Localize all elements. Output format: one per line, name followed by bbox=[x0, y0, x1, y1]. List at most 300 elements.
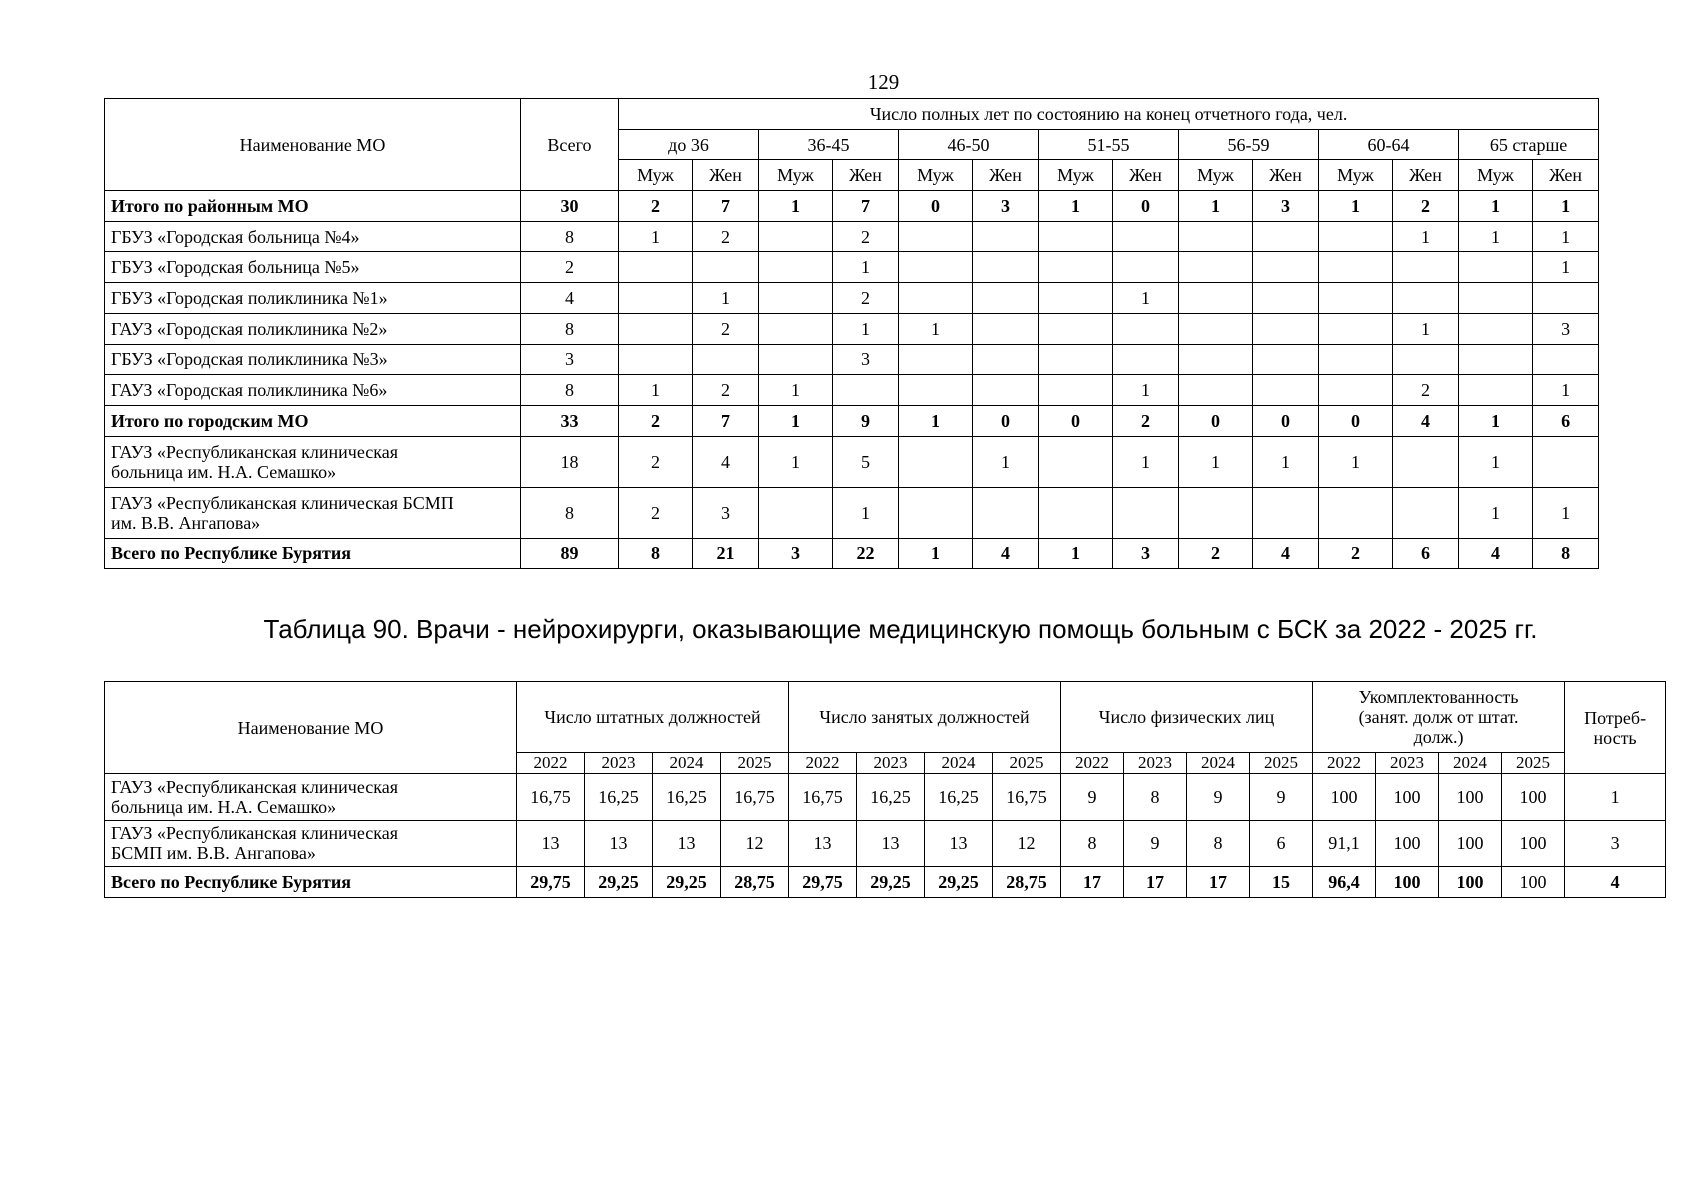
table-cell: 1 bbox=[1459, 191, 1533, 222]
table-cell: 28,75 bbox=[993, 867, 1061, 898]
table-cell: 2 bbox=[619, 405, 693, 436]
table-cell bbox=[759, 344, 833, 375]
table-cell: 16,25 bbox=[857, 774, 925, 821]
table-cell bbox=[1039, 313, 1113, 344]
table-cell bbox=[1113, 313, 1179, 344]
table-cell: 1 bbox=[1039, 191, 1113, 222]
table-cell: 9 bbox=[1250, 774, 1313, 821]
table-cell: 13 bbox=[517, 820, 585, 867]
table-cell: 1 bbox=[973, 436, 1039, 487]
table-row bbox=[105, 221, 1599, 252]
table-cell: 16,25 bbox=[653, 774, 721, 821]
table-cell bbox=[973, 252, 1039, 283]
table-cell: 7 bbox=[833, 191, 899, 222]
table-cell: 1 bbox=[759, 405, 833, 436]
table-cell: 2 bbox=[833, 221, 899, 252]
table-cell bbox=[1253, 375, 1319, 406]
table-cell: 1 bbox=[833, 252, 899, 283]
header-staffing-level bbox=[1313, 682, 1565, 753]
table-cell: 5 bbox=[833, 436, 899, 487]
header-year: 2023 bbox=[585, 753, 653, 774]
header-staff-positions: Число штатных должностей bbox=[517, 682, 789, 753]
table-cell bbox=[973, 344, 1039, 375]
table-cell bbox=[899, 344, 973, 375]
row-name bbox=[105, 820, 517, 867]
table-cell: 3 bbox=[1253, 191, 1319, 222]
row-name-line: больница им. Н.А. Семашко» bbox=[111, 796, 337, 817]
header-sex: Жен bbox=[973, 160, 1039, 191]
table-cell: 29,25 bbox=[857, 867, 925, 898]
table-cell: 17 bbox=[1124, 867, 1187, 898]
table-cell: 1 bbox=[833, 487, 899, 538]
table-cell: 1 bbox=[1113, 436, 1179, 487]
table-cell bbox=[1319, 313, 1393, 344]
table-row bbox=[105, 436, 1599, 487]
header-individuals: Число физических лиц bbox=[1061, 682, 1313, 753]
row-name: Итого по городским МО bbox=[105, 405, 521, 436]
table-cell: 13 bbox=[653, 820, 721, 867]
table-cell: 9 bbox=[1187, 774, 1250, 821]
header-year: 2023 bbox=[1124, 753, 1187, 774]
header-year: 2023 bbox=[857, 753, 925, 774]
header-span-title: Число полных лет по состоянию на конец отчетного года, чел. bbox=[619, 99, 1599, 130]
row-total: 33 bbox=[521, 405, 619, 436]
table-cell: 8 bbox=[1187, 820, 1250, 867]
table-cell bbox=[1319, 283, 1393, 314]
header-age-group: до 36 bbox=[619, 129, 759, 160]
table-cell bbox=[1179, 375, 1253, 406]
table-cell bbox=[1459, 283, 1533, 314]
table-cell bbox=[1113, 252, 1179, 283]
table-cell: 2 bbox=[1393, 191, 1459, 222]
table-cell: 17 bbox=[1061, 867, 1124, 898]
table-cell bbox=[1393, 436, 1459, 487]
row-name: ГБУЗ «Городская больница №4» bbox=[105, 221, 521, 252]
table-cell: 6 bbox=[1533, 405, 1599, 436]
table-cell bbox=[1319, 487, 1393, 538]
header-age-group: 60-64 bbox=[1319, 129, 1459, 160]
header-sex: Жен bbox=[1533, 160, 1599, 191]
table-cell bbox=[1459, 313, 1533, 344]
header-sex: Жен bbox=[1393, 160, 1459, 191]
row-name-line: БСМП им. В.В. Ангапова» bbox=[111, 843, 316, 864]
table-cell: 3 bbox=[759, 538, 833, 569]
table-cell: 13 bbox=[857, 820, 925, 867]
table-cell: 100 bbox=[1439, 774, 1502, 821]
table-cell: 22 bbox=[833, 538, 899, 569]
table-cell: 100 bbox=[1376, 820, 1439, 867]
table-cell bbox=[973, 221, 1039, 252]
table-cell: 4 bbox=[693, 436, 759, 487]
header-age-group: 46-50 bbox=[899, 129, 1039, 160]
table-cell bbox=[1319, 375, 1393, 406]
table-cell: 1 bbox=[1459, 405, 1533, 436]
table-cell bbox=[1179, 344, 1253, 375]
table-cell bbox=[1039, 344, 1113, 375]
table-cell: 12 bbox=[993, 820, 1061, 867]
table-cell: 1 bbox=[1459, 487, 1533, 538]
table-cell bbox=[1179, 283, 1253, 314]
table-cell: 100 bbox=[1502, 774, 1565, 821]
table-cell: 0 bbox=[1039, 405, 1113, 436]
header-year: 2024 bbox=[1187, 753, 1250, 774]
table-row bbox=[105, 344, 1599, 375]
table-cell bbox=[1393, 487, 1459, 538]
staffing-line: долж.) bbox=[1413, 727, 1464, 747]
table-cell: 0 bbox=[1113, 191, 1179, 222]
table-cell bbox=[693, 344, 759, 375]
table-cell: 1 bbox=[833, 313, 899, 344]
table-row bbox=[105, 313, 1599, 344]
row-total: 8 bbox=[521, 375, 619, 406]
table-cell bbox=[759, 313, 833, 344]
table-cell: 1 bbox=[759, 191, 833, 222]
table-cell: 2 bbox=[619, 436, 693, 487]
staffing-line: Укомплектованность bbox=[1358, 687, 1519, 707]
header-year: 2024 bbox=[925, 753, 993, 774]
table-cell bbox=[619, 313, 693, 344]
row-name: Всего по Республике Бурятия bbox=[105, 867, 517, 898]
table-cell bbox=[1179, 252, 1253, 283]
row-total: 3 bbox=[521, 344, 619, 375]
table-cell: 100 bbox=[1313, 774, 1376, 821]
table-cell: 13 bbox=[925, 820, 993, 867]
total-row bbox=[105, 867, 1666, 898]
neurosurgeons-table bbox=[104, 681, 1666, 898]
table-cell: 1 bbox=[619, 221, 693, 252]
table-cell bbox=[1533, 344, 1599, 375]
row-name-line: ГАУЗ «Республиканская клиническая bbox=[111, 441, 398, 462]
table-cell: 1 bbox=[1393, 313, 1459, 344]
row-total: 89 bbox=[521, 538, 619, 569]
table-row bbox=[105, 820, 1666, 867]
table-cell: 100 bbox=[1376, 867, 1439, 898]
row-name bbox=[105, 436, 521, 487]
table-cell: 8 bbox=[1124, 774, 1187, 821]
table-cell: 4 bbox=[1393, 405, 1459, 436]
table-cell: 100 bbox=[1502, 820, 1565, 867]
table-cell bbox=[973, 313, 1039, 344]
table-cell bbox=[619, 344, 693, 375]
header-sex: Жен bbox=[833, 160, 899, 191]
row-name bbox=[105, 487, 521, 538]
table-cell: 8 bbox=[619, 538, 693, 569]
table-cell: 29,75 bbox=[789, 867, 857, 898]
table-cell: 29,75 bbox=[517, 867, 585, 898]
table-row bbox=[105, 774, 1666, 821]
header-occupied-positions: Число занятых должностей bbox=[789, 682, 1061, 753]
table-cell bbox=[1319, 252, 1393, 283]
table-cell: 2 bbox=[1393, 375, 1459, 406]
table-cell: 2 bbox=[1319, 538, 1393, 569]
row-name-line: им. В.В. Ангапова» bbox=[111, 512, 261, 533]
table-row bbox=[105, 405, 1599, 436]
table-cell bbox=[973, 283, 1039, 314]
header-year: 2022 bbox=[517, 753, 585, 774]
table-cell: 1 bbox=[1319, 436, 1393, 487]
table-cell bbox=[1393, 344, 1459, 375]
table-cell bbox=[759, 283, 833, 314]
staffing-line: (занят. долж от штат. bbox=[1358, 707, 1519, 727]
table-cell bbox=[1253, 313, 1319, 344]
table-cell: 1 bbox=[619, 375, 693, 406]
table-cell bbox=[899, 252, 973, 283]
table-cell: 100 bbox=[1439, 820, 1502, 867]
table-cell bbox=[1253, 221, 1319, 252]
table-cell bbox=[1319, 221, 1393, 252]
table-cell: 2 bbox=[1113, 405, 1179, 436]
table-cell: 3 bbox=[1565, 820, 1666, 867]
table-cell: 7 bbox=[693, 191, 759, 222]
header-sex: Жен bbox=[1253, 160, 1319, 191]
table-cell bbox=[693, 252, 759, 283]
table-cell: 2 bbox=[693, 221, 759, 252]
table-cell: 91,1 bbox=[1313, 820, 1376, 867]
table-cell bbox=[899, 221, 973, 252]
table-cell: 2 bbox=[833, 283, 899, 314]
table-cell: 1 bbox=[693, 283, 759, 314]
table-cell: 16,75 bbox=[721, 774, 789, 821]
row-name: ГБУЗ «Городская поликлиника №1» bbox=[105, 283, 521, 314]
table-cell: 100 bbox=[1376, 774, 1439, 821]
table-cell: 13 bbox=[789, 820, 857, 867]
table-cell bbox=[1179, 487, 1253, 538]
row-name bbox=[105, 774, 517, 821]
table-cell: 8 bbox=[1533, 538, 1599, 569]
table-cell bbox=[1319, 344, 1393, 375]
table-cell: 16,25 bbox=[925, 774, 993, 821]
header-total: Всего bbox=[521, 99, 619, 191]
table-cell: 1 bbox=[1393, 221, 1459, 252]
table-cell: 0 bbox=[1253, 405, 1319, 436]
table-cell: 3 bbox=[693, 487, 759, 538]
table-cell bbox=[1039, 436, 1113, 487]
table-cell: 0 bbox=[1179, 405, 1253, 436]
row-total: 2 bbox=[521, 252, 619, 283]
header-sex: Муж bbox=[1319, 160, 1393, 191]
table-cell: 1 bbox=[1533, 221, 1599, 252]
table-row bbox=[105, 191, 1599, 222]
header-sex: Муж bbox=[1459, 160, 1533, 191]
table-cell: 2 bbox=[693, 375, 759, 406]
table-cell: 2 bbox=[619, 191, 693, 222]
table-row bbox=[105, 252, 1599, 283]
header-year: 2023 bbox=[1376, 753, 1439, 774]
table-cell: 2 bbox=[693, 313, 759, 344]
table-cell bbox=[759, 221, 833, 252]
table-cell bbox=[1039, 375, 1113, 406]
table-cell: 15 bbox=[1250, 867, 1313, 898]
table-cell: 7 bbox=[693, 405, 759, 436]
table-cell: 3 bbox=[1533, 313, 1599, 344]
table-cell bbox=[1113, 344, 1179, 375]
table-cell bbox=[1253, 344, 1319, 375]
table-cell bbox=[1459, 375, 1533, 406]
table-cell: 0 bbox=[973, 405, 1039, 436]
table-caption: Таблица 90. Врачи - нейрохирурги, оказывающие медицинскую помощь больным с БСК за 2022 - 2025 гг. bbox=[263, 614, 1538, 644]
table-cell: 1 bbox=[1533, 252, 1599, 283]
table-cell bbox=[619, 252, 693, 283]
row-name-line: ГАУЗ «Республиканская клиническая bbox=[111, 823, 398, 844]
row-name: ГБУЗ «Городская поликлиника №3» bbox=[105, 344, 521, 375]
table-cell: 4 bbox=[1253, 538, 1319, 569]
header-year: 2025 bbox=[1250, 753, 1313, 774]
table-cell: 2 bbox=[1179, 538, 1253, 569]
header-age-group: 36-45 bbox=[759, 129, 899, 160]
row-name-line: больница им. Н.А. Семашко» bbox=[111, 461, 337, 482]
table-cell bbox=[1393, 252, 1459, 283]
table-cell: 17 bbox=[1187, 867, 1250, 898]
header-year: 2025 bbox=[993, 753, 1061, 774]
row-name: ГАУЗ «Городская поликлиника №6» bbox=[105, 375, 521, 406]
table-cell: 1 bbox=[1179, 191, 1253, 222]
header-sex: Муж bbox=[1179, 160, 1253, 191]
table-cell: 4 bbox=[973, 538, 1039, 569]
table-cell: 1 bbox=[1565, 774, 1666, 821]
row-total: 4 bbox=[521, 283, 619, 314]
table-cell bbox=[1393, 283, 1459, 314]
row-name: ГАУЗ «Городская поликлиника №2» bbox=[105, 313, 521, 344]
table-cell: 8 bbox=[1061, 820, 1124, 867]
table-cell: 1 bbox=[1459, 436, 1533, 487]
table-cell: 1 bbox=[1533, 487, 1599, 538]
table-cell: 100 bbox=[1502, 867, 1565, 898]
table-cell: 9 bbox=[1061, 774, 1124, 821]
table-cell: 1 bbox=[1113, 375, 1179, 406]
table-cell: 1 bbox=[1319, 191, 1393, 222]
table-cell: 3 bbox=[1113, 538, 1179, 569]
table-cell bbox=[1039, 487, 1113, 538]
table-cell: 1 bbox=[1533, 375, 1599, 406]
row-name: Всего по Республике Бурятия bbox=[105, 538, 521, 569]
header-sex: Жен bbox=[1113, 160, 1179, 191]
table-cell: 9 bbox=[1124, 820, 1187, 867]
table-cell bbox=[1253, 487, 1319, 538]
header-name: Наименование МО bbox=[105, 99, 521, 191]
row-name: ГБУЗ «Городская больница №5» bbox=[105, 252, 521, 283]
table-cell: 28,75 bbox=[721, 867, 789, 898]
table-row bbox=[105, 375, 1599, 406]
table-cell: 3 bbox=[833, 344, 899, 375]
table-cell: 3 bbox=[973, 191, 1039, 222]
table-cell bbox=[899, 375, 973, 406]
table-cell: 2 bbox=[619, 487, 693, 538]
table-cell bbox=[1039, 252, 1113, 283]
header-year: 2022 bbox=[789, 753, 857, 774]
table-cell bbox=[1459, 344, 1533, 375]
table-cell bbox=[1113, 221, 1179, 252]
header-sex: Муж bbox=[759, 160, 833, 191]
row-name-line: ГАУЗ «Республиканская клиническая БСМП bbox=[111, 492, 454, 513]
table-row bbox=[105, 538, 1599, 569]
table-cell: 1 bbox=[759, 375, 833, 406]
table-cell: 1 bbox=[1179, 436, 1253, 487]
header-age-group: 65 старше bbox=[1459, 129, 1599, 160]
table-cell: 12 bbox=[721, 820, 789, 867]
row-total: 18 bbox=[521, 436, 619, 487]
header-year: 2022 bbox=[1313, 753, 1376, 774]
table-cell bbox=[899, 283, 973, 314]
table-cell bbox=[1459, 252, 1533, 283]
table-cell: 1 bbox=[1253, 436, 1319, 487]
table-cell: 29,25 bbox=[925, 867, 993, 898]
table-cell: 100 bbox=[1439, 867, 1502, 898]
header-sex: Муж bbox=[899, 160, 973, 191]
table-cell: 0 bbox=[899, 191, 973, 222]
table-cell: 1 bbox=[899, 405, 973, 436]
table-cell bbox=[973, 375, 1039, 406]
table-cell: 16,25 bbox=[585, 774, 653, 821]
table-cell: 1 bbox=[899, 313, 973, 344]
table-cell bbox=[833, 375, 899, 406]
table-cell bbox=[973, 487, 1039, 538]
table-cell: 16,75 bbox=[993, 774, 1061, 821]
table-cell: 6 bbox=[1250, 820, 1313, 867]
need-line: ность bbox=[1593, 727, 1637, 748]
table-cell bbox=[1179, 221, 1253, 252]
row-total: 8 bbox=[521, 221, 619, 252]
table-cell: 1 bbox=[899, 538, 973, 569]
row-total: 30 bbox=[521, 191, 619, 222]
header-name: Наименование МО bbox=[105, 682, 517, 774]
table-cell: 96,4 bbox=[1313, 867, 1376, 898]
table-cell bbox=[899, 487, 973, 538]
table-row bbox=[105, 487, 1599, 538]
header-sex: Муж bbox=[1039, 160, 1113, 191]
table-cell bbox=[619, 283, 693, 314]
table-cell bbox=[1253, 283, 1319, 314]
table-cell: 16,75 bbox=[517, 774, 585, 821]
table-cell: 4 bbox=[1459, 538, 1533, 569]
age-distribution-table bbox=[104, 98, 1599, 569]
row-name: Итого по районным МО bbox=[105, 191, 521, 222]
table-cell: 13 bbox=[585, 820, 653, 867]
table-cell bbox=[899, 436, 973, 487]
table-cell: 29,25 bbox=[585, 867, 653, 898]
table-cell: 1 bbox=[1533, 191, 1599, 222]
row-name-line: ГАУЗ «Республиканская клиническая bbox=[111, 776, 398, 797]
table-cell bbox=[1039, 283, 1113, 314]
table-cell: 29,25 bbox=[653, 867, 721, 898]
row-total: 8 bbox=[521, 487, 619, 538]
table-cell: 6 bbox=[1393, 538, 1459, 569]
table-cell: 1 bbox=[1039, 538, 1113, 569]
header-year: 2024 bbox=[653, 753, 721, 774]
table-cell bbox=[1179, 313, 1253, 344]
table-cell: 1 bbox=[759, 436, 833, 487]
header-age-group: 51-55 bbox=[1039, 129, 1179, 160]
header-year: 2022 bbox=[1061, 753, 1124, 774]
row-total: 8 bbox=[521, 313, 619, 344]
table-row bbox=[105, 283, 1599, 314]
table-cell: 9 bbox=[833, 405, 899, 436]
page-number: 129 bbox=[867, 70, 900, 94]
header-year: 2024 bbox=[1439, 753, 1502, 774]
table-cell bbox=[1533, 436, 1599, 487]
table-cell bbox=[759, 252, 833, 283]
header-sex: Муж bbox=[619, 160, 693, 191]
header-year: 2025 bbox=[721, 753, 789, 774]
header-sex: Жен bbox=[693, 160, 759, 191]
header-need bbox=[1565, 682, 1666, 774]
header-age-group: 56-59 bbox=[1179, 129, 1319, 160]
table-cell: 21 bbox=[693, 538, 759, 569]
table-cell bbox=[1039, 221, 1113, 252]
table-cell bbox=[1113, 487, 1179, 538]
table-cell: 16,75 bbox=[789, 774, 857, 821]
table-cell: 4 bbox=[1565, 867, 1666, 898]
table-cell bbox=[1533, 283, 1599, 314]
